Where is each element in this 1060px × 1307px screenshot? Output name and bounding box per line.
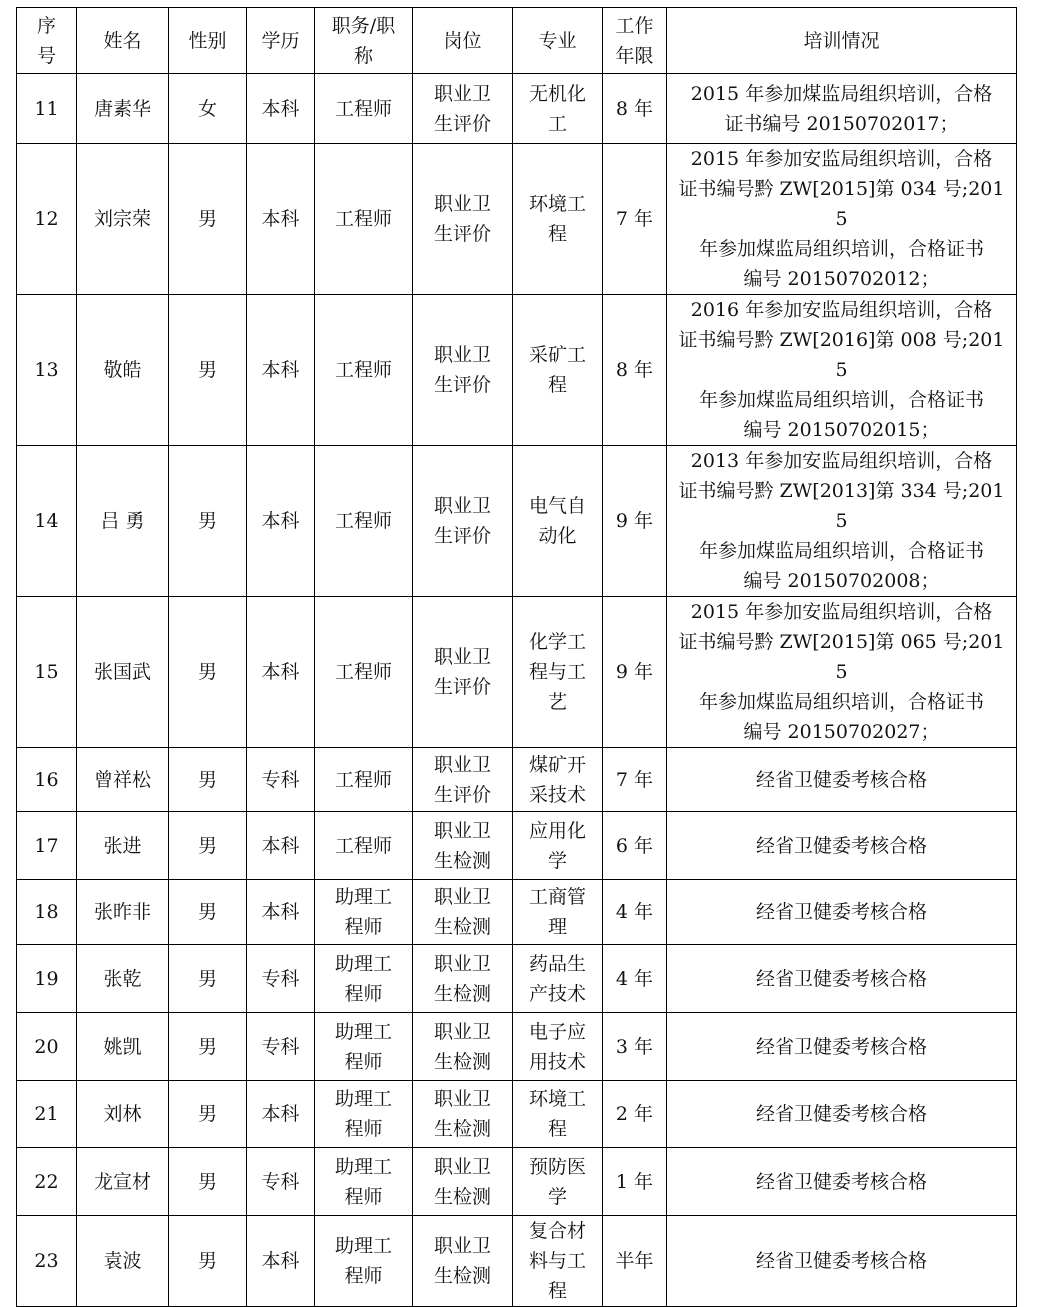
table-row — [17, 295, 1017, 446]
cell-title: 助理工 程师 — [315, 880, 413, 945]
table-row — [17, 880, 1017, 945]
cell-post: 职业卫 生评价 — [413, 74, 513, 144]
cell-name: 曾祥松 — [77, 748, 169, 812]
table-row — [17, 446, 1017, 597]
cell-name: 刘宗荣 — [77, 144, 169, 295]
cell-education: 专科 — [247, 945, 315, 1013]
cell-training: 2016 年参加安监局组织培训，合格 证书编号黔 ZW[2016]第 008 号;2015 年参加煤监局组织培训，合格证书 编号 20150702015； — [667, 295, 1017, 446]
header-education: 学历 — [247, 8, 315, 74]
cell-training: 2015 年参加安监局组织培训，合格 证书编号黔 ZW[2015]第 034 号;2015 年参加煤监局组织培训，合格证书 编号 20150702012； — [667, 144, 1017, 295]
table-row — [17, 597, 1017, 748]
cell-title: 助理工 程师 — [315, 1148, 413, 1216]
cell-major: 环境工 程 — [513, 144, 603, 295]
cell-gender: 男 — [169, 144, 247, 295]
cell-training: 经省卫健委考核合格 — [667, 880, 1017, 945]
cell-training: 经省卫健委考核合格 — [667, 1216, 1017, 1307]
cell-major: 采矿工 程 — [513, 295, 603, 446]
cell-education: 本科 — [247, 812, 315, 880]
cell-training: 2015 年参加安监局组织培训，合格 证书编号黔 ZW[2015]第 065 号;2015 年参加煤监局组织培训，合格证书 编号 20150702027； — [667, 597, 1017, 748]
cell-title: 工程师 — [315, 597, 413, 748]
cell-post: 职业卫 生检测 — [413, 945, 513, 1013]
table-body — [17, 8, 1017, 1307]
cell-years: 7 年 — [603, 144, 667, 295]
cell-major: 电气自 动化 — [513, 446, 603, 597]
cell-index: 17 — [17, 812, 77, 880]
cell-major: 煤矿开 采技术 — [513, 748, 603, 812]
cell-major: 预防医 学 — [513, 1148, 603, 1216]
cell-years: 8 年 — [603, 295, 667, 446]
cell-training: 经省卫健委考核合格 — [667, 1013, 1017, 1081]
cell-post: 职业卫 生评价 — [413, 295, 513, 446]
cell-index: 21 — [17, 1081, 77, 1148]
cell-title: 工程师 — [315, 144, 413, 295]
cell-index: 19 — [17, 945, 77, 1013]
cell-gender: 男 — [169, 295, 247, 446]
cell-years: 6 年 — [603, 812, 667, 880]
cell-title: 工程师 — [315, 295, 413, 446]
header-row — [17, 8, 1017, 74]
cell-name: 吕 勇 — [77, 446, 169, 597]
cell-training: 经省卫健委考核合格 — [667, 748, 1017, 812]
cell-training: 经省卫健委考核合格 — [667, 1148, 1017, 1216]
staff-table — [16, 7, 1017, 1307]
cell-education: 本科 — [247, 597, 315, 748]
cell-gender: 男 — [169, 446, 247, 597]
cell-major: 工商管 理 — [513, 880, 603, 945]
cell-name: 刘林 — [77, 1081, 169, 1148]
cell-years: 9 年 — [603, 597, 667, 748]
table-row — [17, 74, 1017, 144]
cell-education: 专科 — [247, 1013, 315, 1081]
cell-index: 16 — [17, 748, 77, 812]
header-index: 序 号 — [17, 8, 77, 74]
cell-post: 职业卫 生评价 — [413, 144, 513, 295]
cell-years: 半年 — [603, 1216, 667, 1307]
cell-gender: 女 — [169, 74, 247, 144]
cell-title: 工程师 — [315, 748, 413, 812]
cell-post: 职业卫 生检测 — [413, 1013, 513, 1081]
cell-name: 张昨非 — [77, 880, 169, 945]
cell-title: 助理工 程师 — [315, 1013, 413, 1081]
cell-education: 本科 — [247, 144, 315, 295]
cell-name: 敬皓 — [77, 295, 169, 446]
cell-gender: 男 — [169, 812, 247, 880]
cell-title: 助理工 程师 — [315, 1081, 413, 1148]
cell-index: 18 — [17, 880, 77, 945]
cell-training: 2013 年参加安监局组织培训，合格 证书编号黔 ZW[2013]第 334 号;2015 年参加煤监局组织培训，合格证书 编号 20150702008； — [667, 446, 1017, 597]
cell-index: 14 — [17, 446, 77, 597]
cell-post: 职业卫 生检测 — [413, 812, 513, 880]
table-row — [17, 748, 1017, 812]
cell-index: 20 — [17, 1013, 77, 1081]
table-row — [17, 812, 1017, 880]
table-row — [17, 144, 1017, 295]
cell-name: 张进 — [77, 812, 169, 880]
cell-index: 15 — [17, 597, 77, 748]
cell-post: 职业卫 生检测 — [413, 880, 513, 945]
cell-post: 职业卫 生检测 — [413, 1081, 513, 1148]
cell-training: 经省卫健委考核合格 — [667, 1081, 1017, 1148]
cell-title: 工程师 — [315, 446, 413, 597]
cell-years: 8 年 — [603, 74, 667, 144]
cell-years: 4 年 — [603, 945, 667, 1013]
cell-title: 助理工 程师 — [315, 1216, 413, 1307]
table-row — [17, 945, 1017, 1013]
cell-training: 经省卫健委考核合格 — [667, 812, 1017, 880]
header-name: 姓名 — [77, 8, 169, 74]
cell-index: 23 — [17, 1216, 77, 1307]
cell-index: 12 — [17, 144, 77, 295]
table-row — [17, 1148, 1017, 1216]
cell-major: 电子应 用技术 — [513, 1013, 603, 1081]
table-row — [17, 1216, 1017, 1307]
cell-education: 本科 — [247, 880, 315, 945]
cell-years: 3 年 — [603, 1013, 667, 1081]
header-major: 专业 — [513, 8, 603, 74]
header-years: 工作 年限 — [603, 8, 667, 74]
cell-name: 龙宣材 — [77, 1148, 169, 1216]
cell-gender: 男 — [169, 1013, 247, 1081]
cell-education: 本科 — [247, 1081, 315, 1148]
cell-education: 本科 — [247, 446, 315, 597]
cell-education: 专科 — [247, 1148, 315, 1216]
cell-major: 应用化 学 — [513, 812, 603, 880]
cell-education: 本科 — [247, 1216, 315, 1307]
cell-title: 工程师 — [315, 812, 413, 880]
cell-years: 4 年 — [603, 880, 667, 945]
cell-education: 本科 — [247, 74, 315, 144]
cell-name: 姚凯 — [77, 1013, 169, 1081]
cell-gender: 男 — [169, 1216, 247, 1307]
header-training: 培训情况 — [667, 8, 1017, 74]
cell-index: 11 — [17, 74, 77, 144]
header-title: 职务/职 称 — [315, 8, 413, 74]
cell-gender: 男 — [169, 748, 247, 812]
cell-education: 本科 — [247, 295, 315, 446]
cell-years: 2 年 — [603, 1081, 667, 1148]
cell-gender: 男 — [169, 1148, 247, 1216]
table-row — [17, 1013, 1017, 1081]
cell-post: 职业卫 生评价 — [413, 748, 513, 812]
table-row — [17, 1081, 1017, 1148]
cell-post: 职业卫 生检测 — [413, 1216, 513, 1307]
cell-major: 药品生 产技术 — [513, 945, 603, 1013]
cell-name: 张国武 — [77, 597, 169, 748]
cell-training: 2015 年参加煤监局组织培训，合格 证书编号 20150702017； — [667, 74, 1017, 144]
cell-major: 复合材 料与工 程 — [513, 1216, 603, 1307]
cell-title: 工程师 — [315, 74, 413, 144]
cell-training: 经省卫健委考核合格 — [667, 945, 1017, 1013]
cell-education: 专科 — [247, 748, 315, 812]
header-post: 岗位 — [413, 8, 513, 74]
header-gender: 性别 — [169, 8, 247, 74]
cell-years: 9 年 — [603, 446, 667, 597]
cell-name: 袁波 — [77, 1216, 169, 1307]
cell-name: 张乾 — [77, 945, 169, 1013]
cell-major: 环境工 程 — [513, 1081, 603, 1148]
cell-post: 职业卫 生检测 — [413, 1148, 513, 1216]
cell-major: 无机化 工 — [513, 74, 603, 144]
cell-gender: 男 — [169, 1081, 247, 1148]
cell-post: 职业卫 生评价 — [413, 597, 513, 748]
cell-gender: 男 — [169, 945, 247, 1013]
cell-years: 7 年 — [603, 748, 667, 812]
cell-title: 助理工 程师 — [315, 945, 413, 1013]
cell-gender: 男 — [169, 597, 247, 748]
cell-gender: 男 — [169, 880, 247, 945]
cell-years: 1 年 — [603, 1148, 667, 1216]
cell-name: 唐素华 — [77, 74, 169, 144]
cell-index: 13 — [17, 295, 77, 446]
cell-index: 22 — [17, 1148, 77, 1216]
cell-post: 职业卫 生评价 — [413, 446, 513, 597]
cell-major: 化学工 程与工 艺 — [513, 597, 603, 748]
